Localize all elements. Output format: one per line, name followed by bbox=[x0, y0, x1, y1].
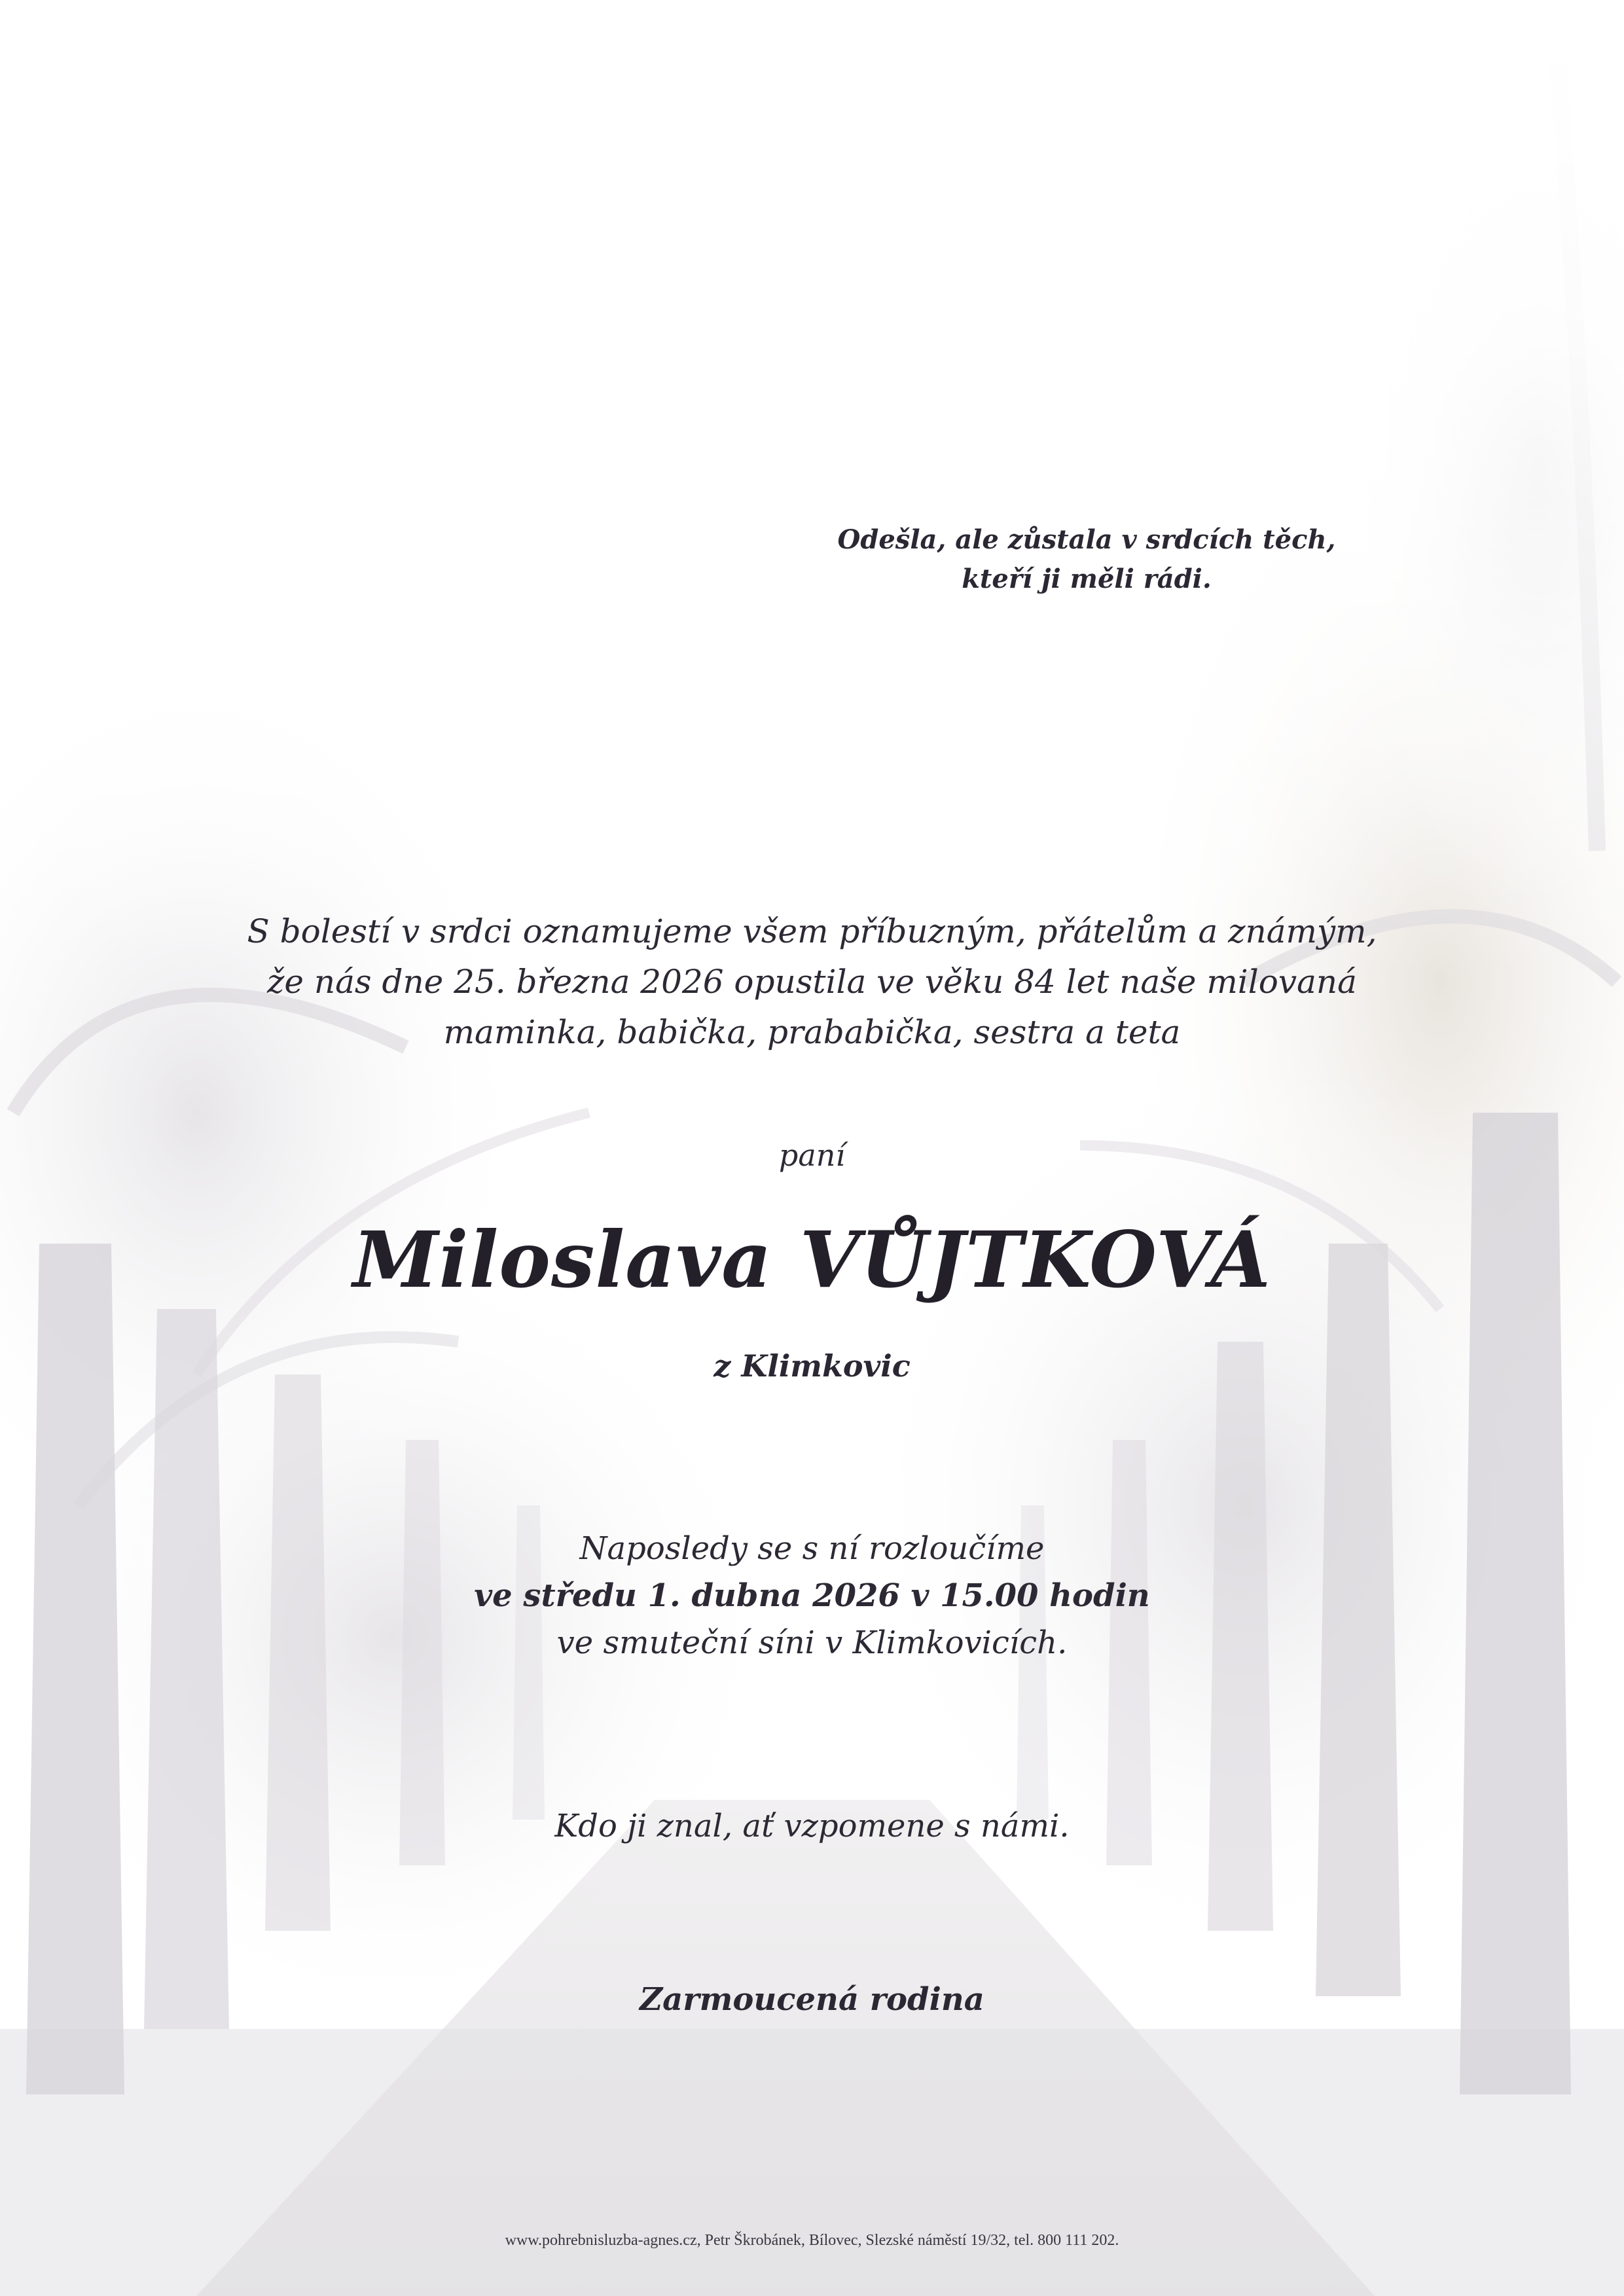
funeral-details bbox=[0, 1525, 1624, 1666]
motto-line-2: kteří ji měli rádi. bbox=[962, 564, 1212, 594]
announcement-line-2: že nás dne 25. března 2026 opustila ve věku 84 let naše milovaná bbox=[267, 963, 1357, 1001]
family-signature: Zarmoucená rodina bbox=[640, 1981, 984, 2018]
funeral-date-time: ve středu 1. dubna 2026 v 15.00 hodin bbox=[474, 1577, 1150, 1614]
deceased-name: Miloslava VŮJTKOVÁ bbox=[353, 1214, 1271, 1305]
deceased-title: paní bbox=[778, 1138, 846, 1173]
funeral-line-1: Naposledy se s ní rozloučíme bbox=[579, 1530, 1045, 1567]
announcement-line-1: S bolestí v srdci oznamujeme všem příbuzným, přátelům a známým, bbox=[247, 912, 1377, 950]
motto-line-1: Odešla, ale zůstala v srdcích těch, bbox=[837, 524, 1336, 555]
funeral-location: ve smuteční síni v Klimkovicích. bbox=[556, 1624, 1068, 1661]
announcement-text bbox=[0, 906, 1624, 1058]
portrait-photo bbox=[340, 308, 655, 792]
remembrance-line: Kdo ji znal, ať vzpomene s námi. bbox=[554, 1808, 1070, 1844]
funeral-service-footer: www.pohrebnisluzba-agnes.cz, Petr Škrobánek, Bílovec, Slezské náměstí 19/32, tel. 800 111 202. bbox=[505, 2232, 1119, 2249]
memorial-motto bbox=[785, 520, 1388, 599]
deceased-origin: z Klimkovic bbox=[713, 1348, 911, 1384]
announcement-line-3: maminka, babička, prababička, sestra a teta bbox=[443, 1013, 1181, 1051]
